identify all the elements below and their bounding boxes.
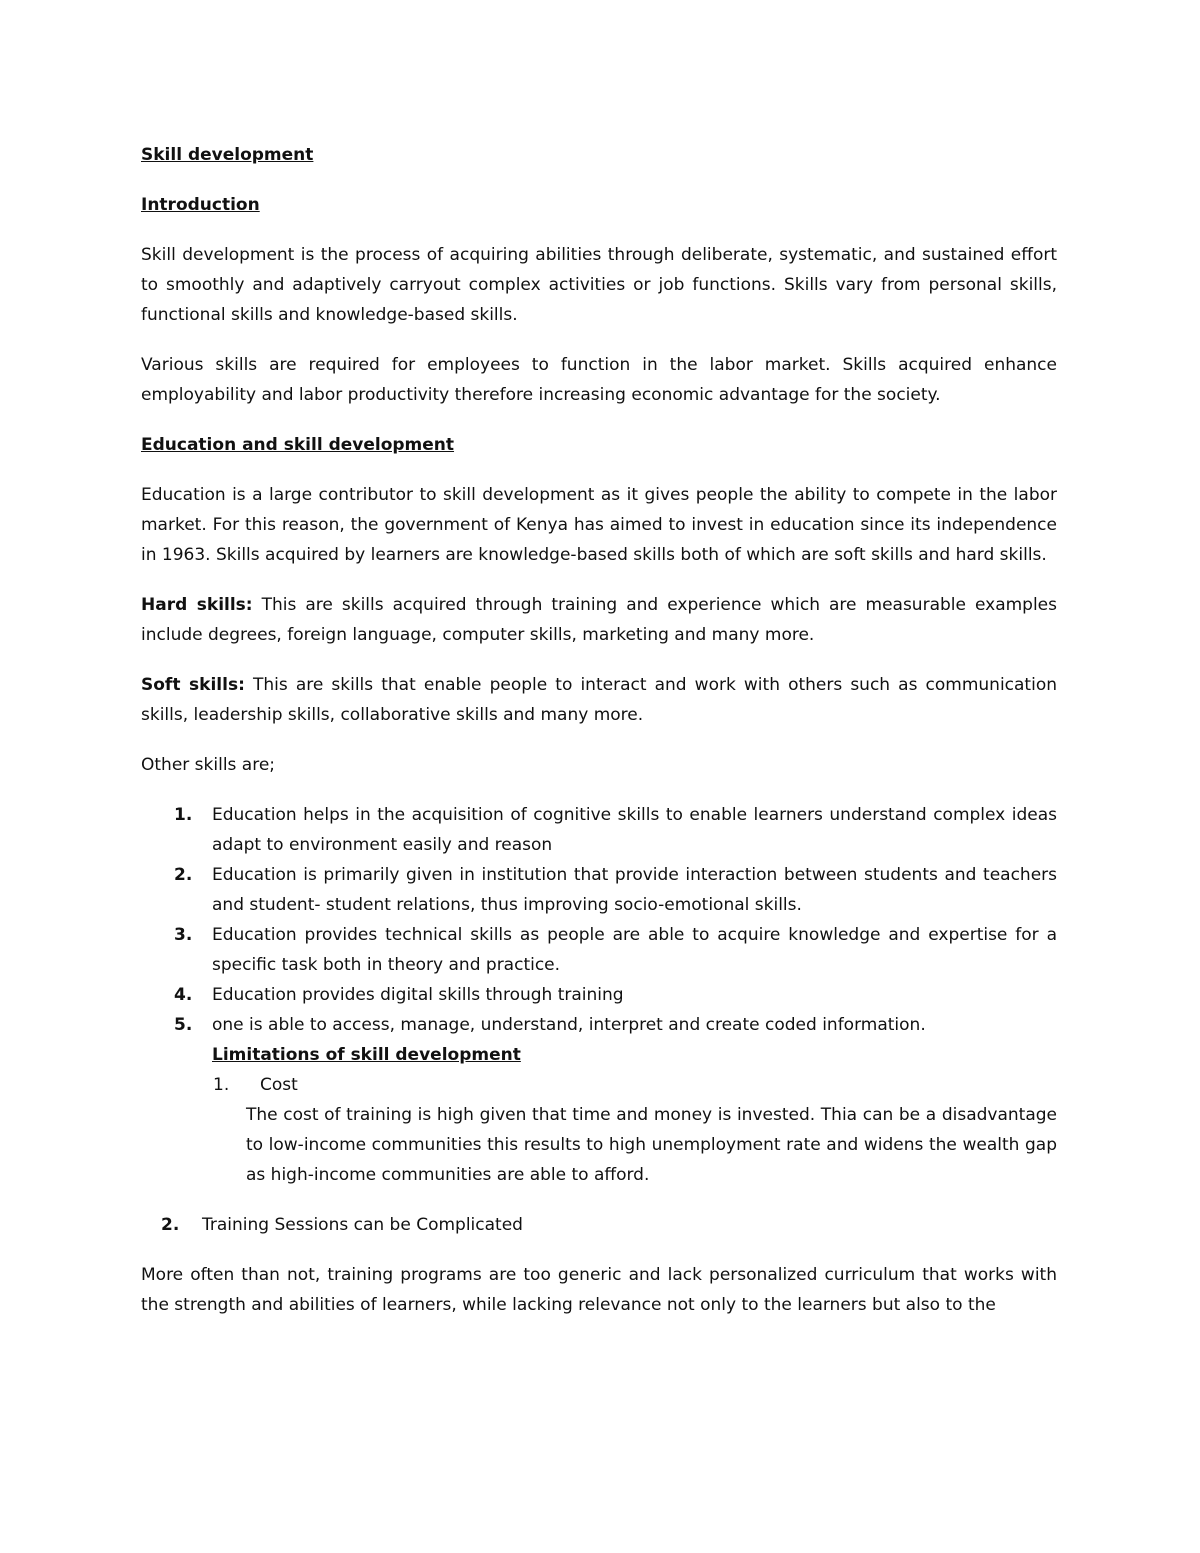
document-page xyxy=(141,140,1057,1340)
list-item xyxy=(141,980,1057,1010)
soft-skills-paragraph xyxy=(141,670,1057,730)
other-skills-intro: Other skills are; xyxy=(141,755,276,775)
list-item xyxy=(141,920,1057,980)
hard-skills-paragraph xyxy=(141,590,1057,650)
list-item-number: 5. xyxy=(174,1015,193,1035)
limitation-cost-text: The cost of training is high given that time and money is invested. Thia can be a disadvantage to low-income communities this results to high unemployment rate and widens the wealth gap as high-income communities are able to afford. xyxy=(246,1105,1057,1185)
intro-paragraph-2: Various skills are required for employees to function in the labor market. Skills acquired enhance employability and labor productivity therefore increasing economic advantage for the society. xyxy=(141,355,1057,405)
limitation-item-training xyxy=(141,1210,1057,1240)
list-item-text: one is able to access, manage, understand, interpret and create coded information. xyxy=(212,1015,926,1035)
list-item-text: Education provides technical skills as people are able to acquire knowledge and expertise for a specific task both in theory and practice. xyxy=(212,925,1057,975)
limitation-item-cost xyxy=(212,1070,1057,1100)
limitations-section xyxy=(141,1040,1057,1190)
soft-skills-label: Soft skills: xyxy=(141,675,245,695)
limitations-heading: Limitations of skill development xyxy=(212,1045,521,1065)
introduction-heading: Introduction xyxy=(141,195,260,215)
list-item-number: 4. xyxy=(174,985,193,1005)
list-item-text: Education helps in the acquisition of cognitive skills to enable learners understand complex ideas adapt to environment easily and reason xyxy=(212,805,1057,855)
document-title: Skill development xyxy=(141,145,314,165)
list-item-text: Education provides digital skills through training xyxy=(212,985,624,1005)
soft-skills-text: This are skills that enable people to interact and work with others such as communication skills, leadership skills, collaborative skills and many more. xyxy=(141,675,1057,725)
list-item xyxy=(141,800,1057,860)
hard-skills-text: This are skills acquired through training and experience which are measurable examples include degrees, foreign language, computer skills, marketing and many more. xyxy=(141,595,1057,645)
limitation-number: 2. xyxy=(161,1215,180,1235)
education-paragraph: Education is a large contributor to skill development as it gives people the ability to compete in the labor market. For this reason, the government of Kenya has aimed to invest in education since its independence in 1963. Skills acquired by learners are knowledge-based skills both of which are soft skills and hard skills. xyxy=(141,485,1057,565)
education-heading: Education and skill development xyxy=(141,435,455,455)
list-item-text: Education is primarily given in institution that provide interaction between students and teachers and student- student relations, thus improving socio-emotional skills. xyxy=(212,865,1057,915)
list-item xyxy=(141,1010,1057,1040)
intro-paragraph-1: Skill development is the process of acquiring abilities through deliberate, systematic, and sustained effort to smoothly and adaptively carryout complex activities or job functions. Skills vary from personal skills, functional skills and knowledge-based skills. xyxy=(141,245,1057,325)
list-item-number: 1. xyxy=(174,805,193,825)
hard-skills-label: Hard skills: xyxy=(141,595,253,615)
limitation-title: Cost xyxy=(260,1075,298,1095)
limitation-number: 1. xyxy=(213,1075,230,1095)
limitation-title: Training Sessions can be Complicated xyxy=(202,1215,523,1235)
list-item-number: 3. xyxy=(174,925,193,945)
final-paragraph: More often than not, training programs are too generic and lack personalized curriculum that works with the strength and abilities of learners, while lacking relevance not only to the learners but also to the xyxy=(141,1265,1057,1315)
list-item xyxy=(141,860,1057,920)
other-skills-list xyxy=(141,800,1057,1040)
list-item-number: 2. xyxy=(174,865,193,885)
